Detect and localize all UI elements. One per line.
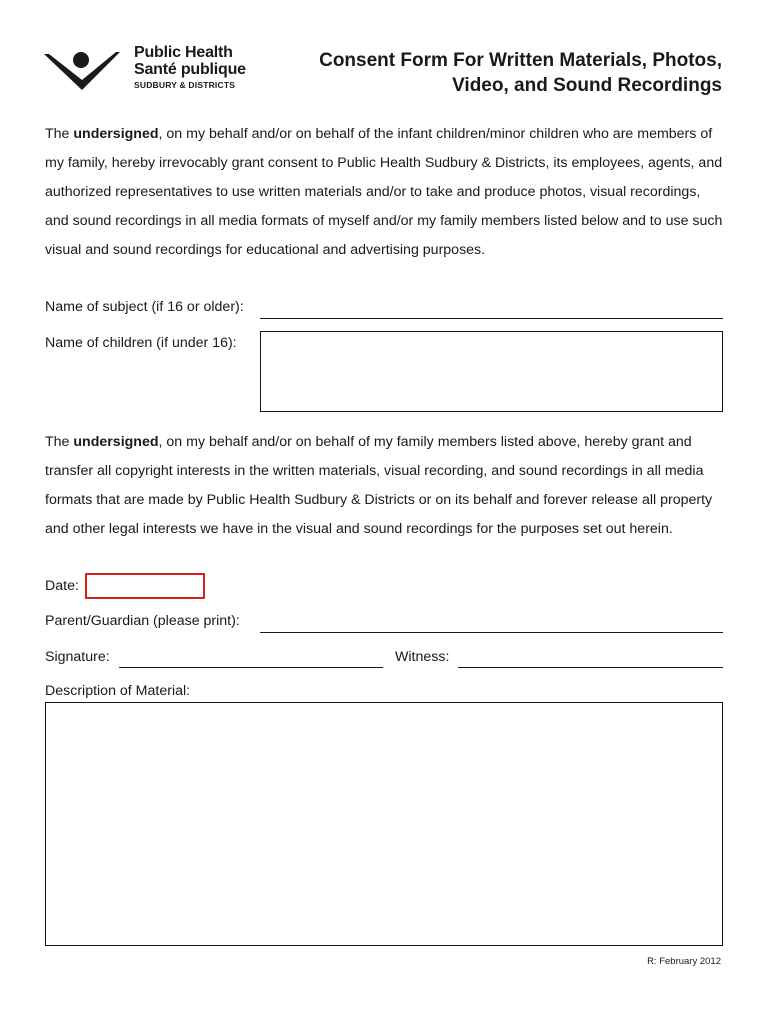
- paragraph-2-bold: undersigned: [73, 434, 159, 450]
- subject-name-field[interactable]: [260, 318, 723, 319]
- org-region: SUDBURY & DISTRICTS: [134, 80, 236, 90]
- revision-date: R: February 2012: [647, 956, 721, 967]
- copyright-paragraph: [45, 428, 725, 544]
- children-names-label: Name of children (if under 16):: [45, 335, 237, 351]
- paragraph-2-prefix: The: [45, 434, 74, 450]
- children-names-field[interactable]: [260, 331, 723, 412]
- signature-label: Signature:: [45, 649, 110, 665]
- paragraph-1-bold: undersigned: [73, 126, 159, 142]
- date-input[interactable]: [85, 573, 205, 599]
- witness-label: Witness:: [395, 649, 450, 665]
- form-title-line2: Video, and Sound Recordings: [452, 75, 722, 96]
- paragraph-2-text: , on my behalf and/or on behalf of my family members listed above, hereby grant and transfer all copyright interests in the written materials, visual recording, and sound recordings in all media formats that are made by Public Health Sudbury & Districts or on its behalf and forever release all property and other legal interests we have in the visual and sound recordings for the purposes set out herein.: [45, 434, 713, 538]
- date-label: Date:: [45, 578, 79, 594]
- consent-paragraph-1: [45, 120, 725, 265]
- org-name-french: Santé publique: [134, 61, 246, 78]
- paragraph-1-prefix: The: [45, 126, 74, 142]
- subject-name-label: Name of subject (if 16 or older):: [45, 299, 244, 315]
- guardian-name-field[interactable]: [260, 632, 723, 633]
- description-field[interactable]: [45, 702, 723, 946]
- paragraph-1-text: , on my behalf and/or on behalf of the infant children/minor children who are members of my family, hereby irrevocably grant consent to Public Health Sudbury & Districts, its employees, agents, and authorized representatives to use written materials and/or to take and produce photos, visual recordings, and sound recordings in all media formats of myself and/or my family members listed below and to use such visual and sound recordings for educational and advertising purposes.: [45, 126, 723, 259]
- form-title: [262, 48, 722, 98]
- org-name: [134, 44, 246, 92]
- guardian-label: Parent/Guardian (please print):: [45, 613, 240, 629]
- form-title-line1: Consent Form For Written Materials, Photos,: [319, 50, 722, 71]
- public-health-logo-icon: [44, 48, 120, 92]
- signature-field[interactable]: [119, 667, 383, 668]
- witness-field[interactable]: [458, 667, 723, 668]
- description-label: Description of Material:: [45, 683, 191, 699]
- org-name-english: Public Health: [134, 44, 233, 61]
